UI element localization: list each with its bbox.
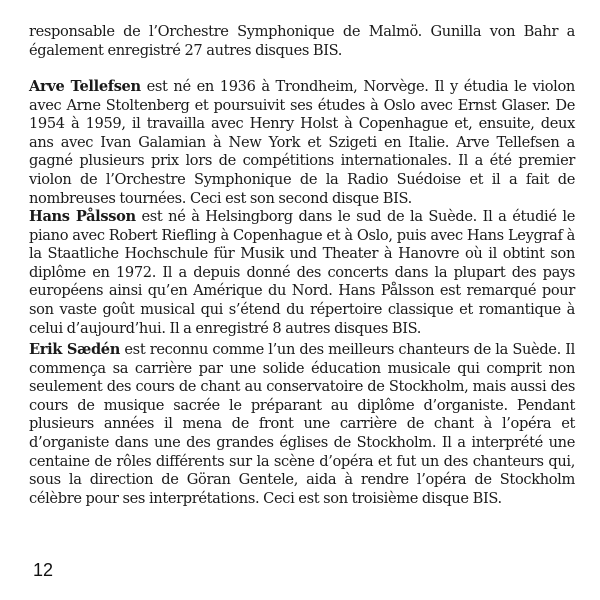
paragraph-erik-saeden bbox=[29, 341, 575, 508]
artist-name: Arve Tellefsen bbox=[29, 78, 141, 95]
paragraph-text: responsable de l’Orchestre Symphonique de Malmö. Gunilla von Bahr a également enregistré 27 autres disques BIS. bbox=[29, 23, 575, 59]
page-number: 12 bbox=[33, 560, 54, 580]
paragraph-hans-palsson bbox=[29, 208, 575, 338]
paragraph-text: est reconnu comme l’un des meilleurs chanteurs de la Suède. Il commença sa carrière par une solide éducation musicale qui comprit non seulement des cours de chant au conservatoire de Stockholm, mais aussi des cours de musique sacrée le préparant au diplôme d’organiste. Pendant plusieurs années il mena de front une carrière de chant à l’opéra et d’organiste dans une des grandes églises de Stockholm. Il a interprété une centaine de rôles différents sur la scène d’opéra et fut un des chanteurs qui, sous la direction de Göran Gentele, aida à rendre l’opéra de Stockholm célèbre pour ses interprétations. Ceci est son troisième disque BIS. bbox=[29, 341, 575, 507]
paragraph-text: est né à Helsingborg dans le sud de la Suède. Il a étudié le piano avec Robert Riefling à Copenhague et à Oslo, puis avec Hans Leygraf à la Staatliche Hochschule für Musik und Theater à Hanovre où il obtint son diplôme en 1972. Il a depuis donné des concerts dans la plupart des pays européens ainsi qu’en Amérique du Nord. Hans Pålsson est remarqué pour son vaste goût musical qui s’étend du répertoire classique et romantique à celui d’aujourd’hui. Il a enregistré 8 autres disques BIS. bbox=[29, 208, 575, 337]
paragraph-arve-tellefsen bbox=[29, 78, 575, 208]
paragraph-text: est né en 1936 à Trondheim, Norvège. Il y étudia le violon avec Arne Stoltenberg et poursuivit ses études à Oslo avec Ernst Glaser. De 1954 à 1959, il travailla avec Henry Holst à Copenhague et, ensuite, deux ans avec Ivan Galamian à New York et Szigeti en Italie. Arve Tellefsen a gagné plusieurs prix lors de compétitions internationales. Il a été premier violon de l’Orchestre Symphonique de la Radio Suédoise et il a fait de nombreuses tournées. Ceci est son second disque BIS. bbox=[29, 78, 575, 207]
artist-name: Hans Pålsson bbox=[29, 208, 136, 225]
artist-name: Erik Sædén bbox=[29, 341, 121, 358]
paragraph-gunilla-von-bahr-continued bbox=[29, 23, 575, 60]
